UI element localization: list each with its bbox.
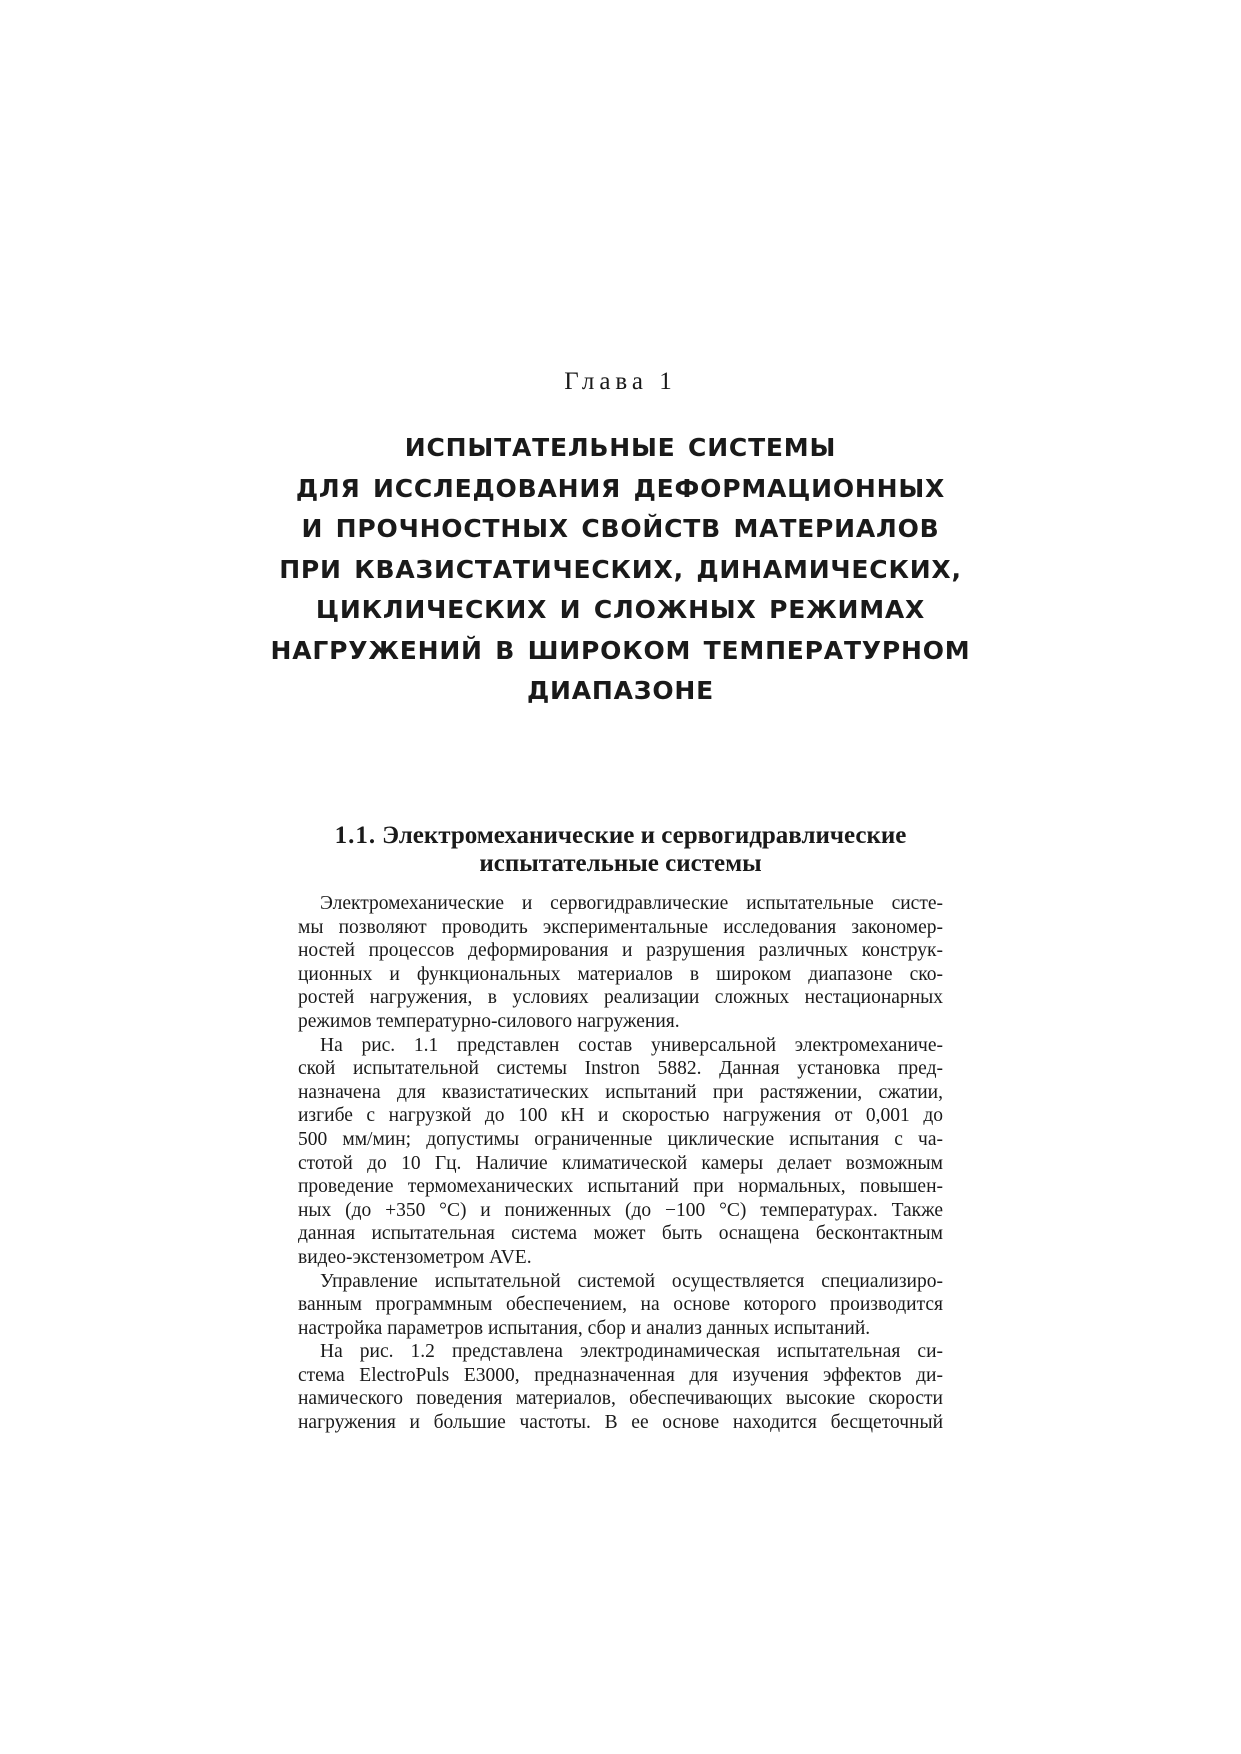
text-line: данная испытательная система может быть оснащена бесконтактным bbox=[298, 1223, 943, 1245]
section-heading-line: испытательные системы bbox=[479, 850, 762, 877]
text-line: ской испытательной системы Instron 5882. Данная установка пред- bbox=[298, 1058, 943, 1080]
chapter-label: Глава 1 bbox=[564, 368, 677, 395]
text-line: ванным программным обеспечением, на основе которого производится bbox=[298, 1294, 943, 1316]
text-line: назначена для квазистатических испытаний при растяжении, сжатии, bbox=[298, 1081, 943, 1103]
chapter-title bbox=[0, 428, 1241, 712]
text-line: На рис. 1.1 представлен состав универсальной электромеханиче- bbox=[320, 1034, 943, 1056]
chapter-title-line: ПРИ КВАЗИСТАТИЧЕСКИХ, ДИНАМИЧЕСКИХ, bbox=[279, 554, 962, 584]
text-line: стотой до 10 Гц. Наличие климатической камеры делает возможным bbox=[298, 1152, 943, 1174]
text-line: 500 мм/мин; допустимы ограниченные циклические испытания с ча- bbox=[298, 1128, 943, 1150]
text-line: проведение термомеханических испытаний при нормальных, повышен- bbox=[298, 1176, 943, 1198]
text-line: ростей нагружения, в условиях реализации сложных нестационарных bbox=[298, 987, 943, 1009]
text-line: На рис. 1.2 представлена электродинамическая испытательная си- bbox=[320, 1341, 943, 1363]
text-line: Электромеханические и сервогидравлические испытательные систе- bbox=[320, 893, 943, 914]
text-line: намического поведения материалов, обеспечивающих высокие скорости bbox=[298, 1388, 943, 1410]
chapter-title-line: ДИАПАЗОНЕ bbox=[526, 676, 715, 705]
chapter-title-line: ЦИКЛИЧЕСКИХ И СЛОЖНЫХ РЕЖИМАХ bbox=[315, 595, 926, 624]
section-heading bbox=[0, 822, 1241, 878]
text-line: ностей процессов деформирования и разрушения различных конструк- bbox=[298, 940, 943, 962]
text-line: мы позволяют проводить экспериментальные исследования закономер- bbox=[298, 916, 943, 938]
text-line: изгибе с нагрузкой до 100 кН и скоростью нагружения от 0,001 до bbox=[298, 1105, 943, 1127]
section-number: 1.1. bbox=[334, 822, 377, 849]
text-line: видео-экстензометром AVE. bbox=[298, 1246, 532, 1268]
chapter-title-line: НАГРУЖЕНИЙ В ШИРОКОМ ТЕМПЕРАТУРНОМ bbox=[270, 635, 971, 665]
text-line: нагружения и большие частоты. В ее основе находится бесщеточный bbox=[298, 1412, 943, 1434]
section-heading-line bbox=[0, 822, 1241, 850]
chapter-title-line: И ПРОЧНОСТНЫХ СВОЙСТВ МАТЕРИАЛОВ bbox=[301, 514, 940, 543]
text-line: ных (до +350 °C) и пониженных (до −100 °C) температурах. Также bbox=[298, 1199, 943, 1221]
text-line: настройка параметров испытания, сбор и анализ данных испытаний. bbox=[298, 1317, 871, 1339]
body-text bbox=[298, 892, 943, 1435]
text-line: Управление испытательной системой осуществляется специализиро- bbox=[320, 1270, 943, 1292]
text-line: ционных и функциональных материалов в широком диапазоне ско- bbox=[298, 963, 943, 985]
text-line: стема ElectroPuls E3000, предназначенная для изучения эффектов ди- bbox=[298, 1364, 943, 1386]
text-line: режимов температурно-силового нагружения. bbox=[298, 1010, 680, 1032]
chapter-title-line: ДЛЯ ИССЛЕДОВАНИЯ ДЕФОРМАЦИОННЫХ bbox=[295, 473, 946, 503]
section-title-text: Электромеханические и сервогидравлические bbox=[382, 822, 907, 849]
chapter-title-line: ИСПЫТАТЕЛЬНЫЕ СИСТЕМЫ bbox=[404, 433, 837, 462]
